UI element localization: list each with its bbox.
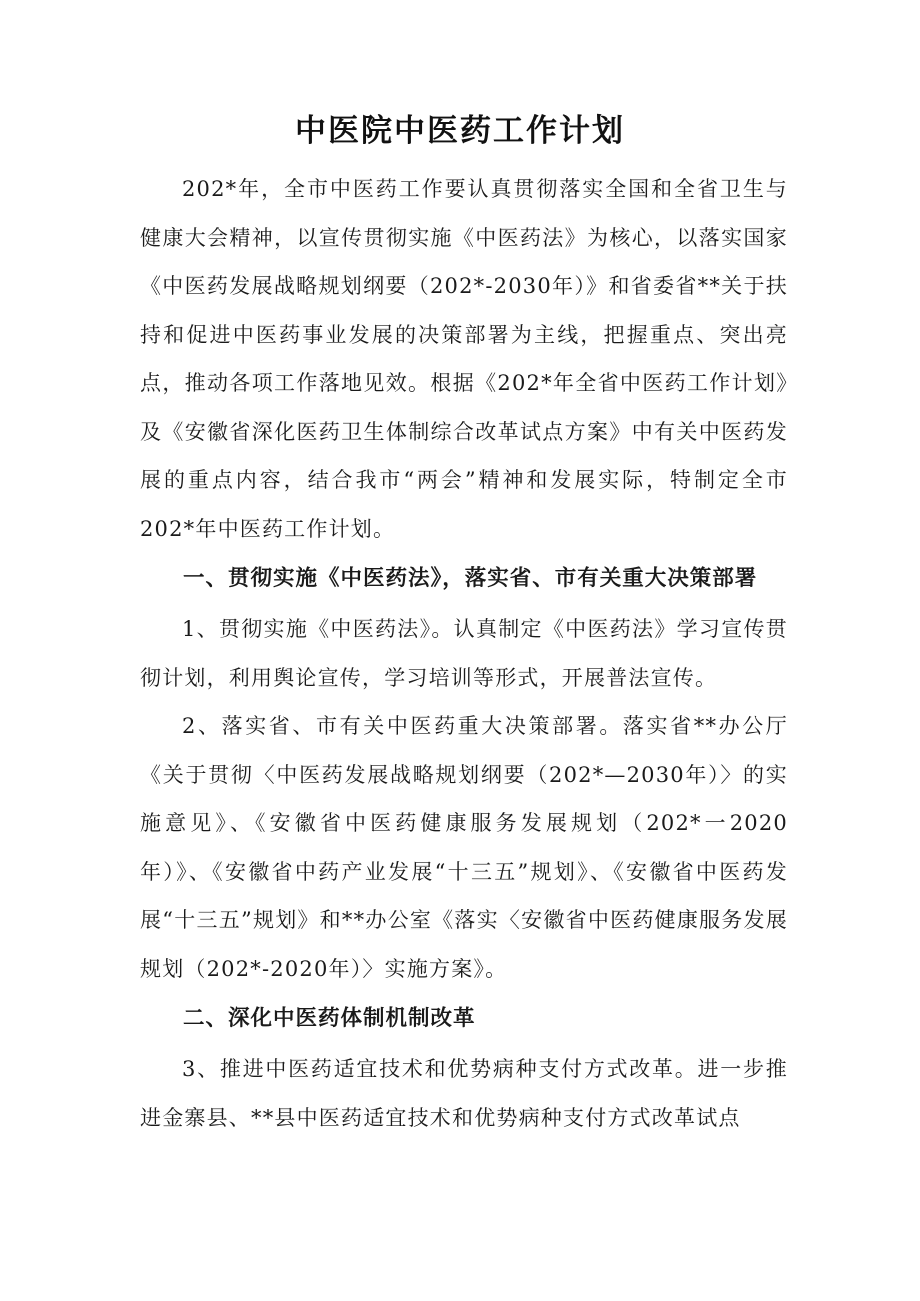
- section-2-item-3: 3、推进中医药适宜技术和优势病种支付方式改革。进一步推进金寨县、**县中医药适宜技术和优势病种支付方式改革试点: [140, 1057, 788, 1130]
- section-1-item-1: 1、贯彻实施《中医药法》。认真制定《中医药法》学习宣传贯彻计划，利用舆论宣传，学习培训等形式，开展普法宣传。: [140, 617, 788, 690]
- section-1-item-2: 2、落实省、市有关中医药重大决策部署。落实省**办公厅《关于贯彻〈中医药发展战略规划纲要（202*—2030年）〉的实施意见》、《安徽省中医药健康服务发展规划（202*一2020年）》、《安徽省中药产业发展“十三五”规划》、《安徽省中医药发展“十三五”规划》和**办公室《落实〈安徽省中医药健康服务发展规划（202*-2020年）〉实施方案》。: [140, 714, 788, 981]
- section-2-heading: 二、深化中医药体制机制改革: [183, 1006, 476, 1031]
- document-body: [140, 165, 788, 1142]
- section-1-heading: 一、贯彻实施《中医药法》，落实省、市有关重大决策部署: [183, 566, 758, 591]
- document-title: 中医院中医药工作计划: [295, 113, 625, 149]
- intro-paragraph: 202*年，全市中医药工作要认真贯彻落实全国和全省卫生与健康大会精神，以宣传贯彻实施《中医药法》为核心，以落实国家《中医药发展战略规划纲要（202*-2030年）》和省委省**关于扶持和促进中医药事业发展的决策部署为主线，把握重点、突出亮点，推动各项工作落地见效。根据《202*年全省中医药工作计划》及《安徽省深化医药卫生体制综合改革试点方案》中有关中医药发展的重点内容，结合我市“两会”精神和发展实际，特制定全市202*年中医药工作计划。: [140, 177, 788, 541]
